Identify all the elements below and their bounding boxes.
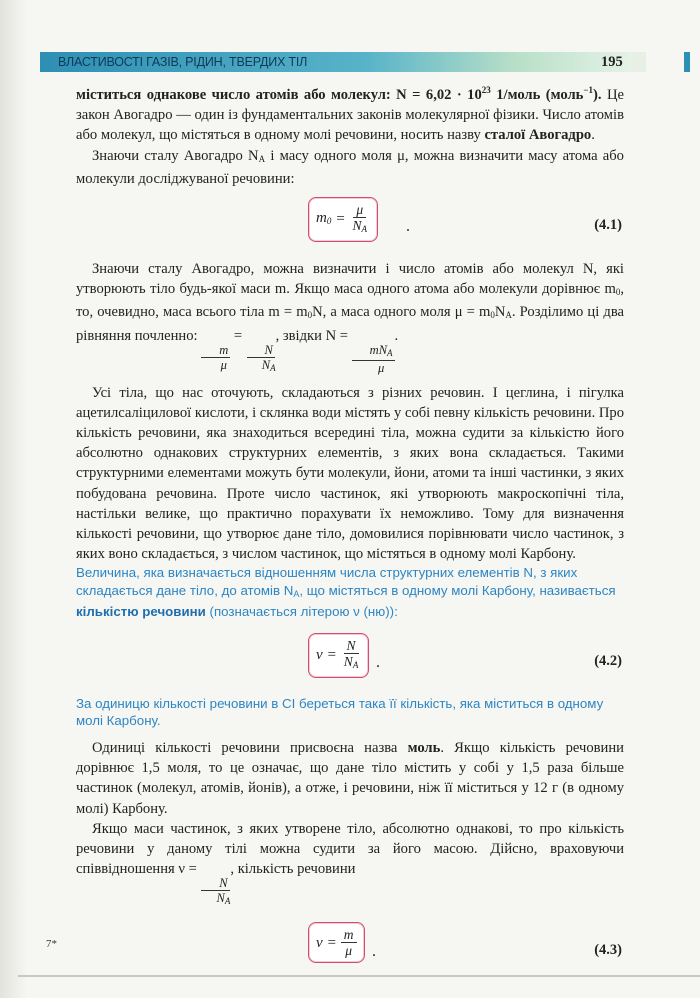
formula-4-3: ν = $\frac{m}{\mu}$ . (4.3): [76, 920, 624, 978]
formula-number-4-1: (4.1): [594, 217, 622, 234]
page-edge-tab: [684, 52, 690, 72]
p1-sub: A: [258, 153, 266, 164]
formula-fraction: [341, 638, 362, 673]
fraction-denominator: μ: [345, 943, 353, 959]
fraction-denominator: $N_A$: [343, 653, 359, 670]
formula-number-4-2: (4.2): [594, 652, 622, 669]
paragraph-amount-of-substance: Усі тіла, що нас оточують, складаються з різних речовин. І цеглина, і пігулка ацетилсаліцилової кислоти, і склянка води містять у собі певну кількість речовини. Про кількість речовини, яка знаходиться всередині тіла, можна судити за кількістю його абсолютно однакових структурних елементів, з яких вона складається. Такими структурними елементами можуть бути молекули, йони, атоми та інші частинки, з яких побудована речовина. Проте число частинок, які утворюють макроскопічні тіла, настільки велике, що практично порахувати їх неможливо. Тому для визначення кількості речовини, що утворює дане тіло, домовилися порівнювати число частинок, з яких воно складається, з числом частинок, що містяться в одному молі Карбону.: [76, 384, 625, 563]
inline-fraction-n-na: $\frac{N}{N_A}$: [246, 343, 276, 375]
formula-lhs: $m_0$: [316, 209, 332, 226]
paragraph-mass-of-atom: [76, 146, 624, 189]
fraction-denominator: $N_A$: [352, 218, 367, 235]
formula-equals: =: [335, 211, 346, 228]
term-avogadro-constant: сталої Авогадро: [484, 127, 592, 144]
fraction-numerator: m: [341, 927, 357, 943]
formula-number-4-3: (4.3): [594, 942, 622, 959]
formula-fraction: [349, 202, 370, 237]
chapter-title: ВЛАСТИВОСТІ ГАЗІВ, РІДИН, ТВЕРДИХ ТІЛ: [58, 55, 308, 69]
definition-amount-of-substance: Величина, яка визначається відношенням числа структурних елементів N, з яких складається дане тіло, до атомів $N_A$, що містяться в одному молі Карбону, називається кількістю речовини (позначається літерою ν (ню)):: [76, 565, 616, 620]
p1-rest: і масу одного моля μ, можна визначити масу атома або молекули досліджуваної речовини:: [76, 147, 624, 187]
unit-exponent: −1: [583, 85, 594, 95]
fraction-numerator: μ: [353, 202, 366, 218]
avogadro-law-statement: міститься однакове число атомів або молекул: N = 6,02 · 10: [76, 87, 482, 103]
formula-lhs: ν: [316, 934, 323, 951]
unit-text: 1/моль (моль: [490, 87, 584, 103]
intro-end: .: [591, 127, 595, 144]
inline-fraction-m-mu: $\frac{m}{\mu}$: [201, 343, 230, 372]
paragraph-mass-relation: Якщо маси частинок, з яких утворене тіло, абсолютно однакові, то про кількість речовини у даному тілі можна судити за його масою. Дійсно, враховуючи співвідношення ν = $\frac{N}{N_A}$ , кількість речовини: [76, 820, 624, 907]
p2-text: Знаючи сталу Авогадро, можна визначити і число атомів або молекул N, які утворюють тіло будь-якої маси m. Якщо маса одного атома або молекули дорівнює m: [76, 261, 624, 298]
exponent: 23: [481, 85, 491, 95]
formula-equals: =: [326, 647, 337, 664]
signature-mark: 7*: [46, 938, 57, 950]
intro-rest: Це закон Авогадро — один із фундаментальних законів молекулярної фізики. Число атомів або молекул, що містяться в одному молі речовини, носить назву: [76, 87, 624, 144]
term-mole: моль: [407, 739, 441, 756]
definition-si-unit: За одиницю кількості речовини в СІ береться така її кількість, яка міститься в одному молі Карбону.: [76, 695, 604, 729]
formula-4-2: ν = $\frac{N}{N_A}$ . (4.2): [76, 631, 624, 689]
formula-box-4-2: [308, 633, 369, 678]
paragraph-number-of-atoms: Знаючи сталу Авогадро, можна визначити і число атомів або молекул N, які утворюють тіло будь-якої маси m. Якщо маса одного атома або молекули дорівнює $m_0$, то, очевидно, маса всього тіла $m = m_0N$, а маса одного моля $\mu = m_0N_A$. Розділимо ці два рівняння почленно: $\frac{m}{\mu}$ = $\frac{N}{N_A}$ , звідки N = $\frac{mN_A}{\mu}$ .: [76, 261, 624, 375]
intro-paragraph: [76, 80, 624, 146]
inline-fraction-mna-mu: $\frac{mN_A}{\mu}$: [352, 343, 395, 375]
inline-fraction-n-na: $\frac{N}{N_A}$: [201, 876, 231, 908]
fraction-numerator: N: [344, 638, 359, 654]
page-body: [76, 80, 624, 984]
page-number: 195: [601, 54, 623, 70]
formula-equals: =: [326, 934, 337, 951]
unit-close: ).: [593, 87, 602, 103]
formula-fraction: [341, 927, 357, 958]
page-bottom-edge: [18, 975, 700, 977]
p1-text: Знаючи сталу Авогадро N: [92, 147, 259, 164]
page-gutter: [0, 0, 28, 998]
formula-box-4-1: [308, 197, 378, 242]
formula-4-1: $m_0$ = $\frac{\mu}{N_A}$ . (4.1): [76, 195, 624, 253]
formula-lhs: ν: [316, 647, 323, 664]
term-amount-of-substance: кількістю речовини: [76, 604, 206, 620]
formula-box-4-3: [308, 922, 365, 963]
paragraph-mole-unit: Одиниці кількості речовини присвоєна назва моль. Якщо кількість речовини дорівнює 1,5 моля, то це означає, що дане тіло містить у собі у 1,5 раза більше частинок (молекул, атомів, йонів), а отже, і речовини, ніж її міститься у 12 г (в одному молі) Карбону.: [76, 739, 624, 817]
